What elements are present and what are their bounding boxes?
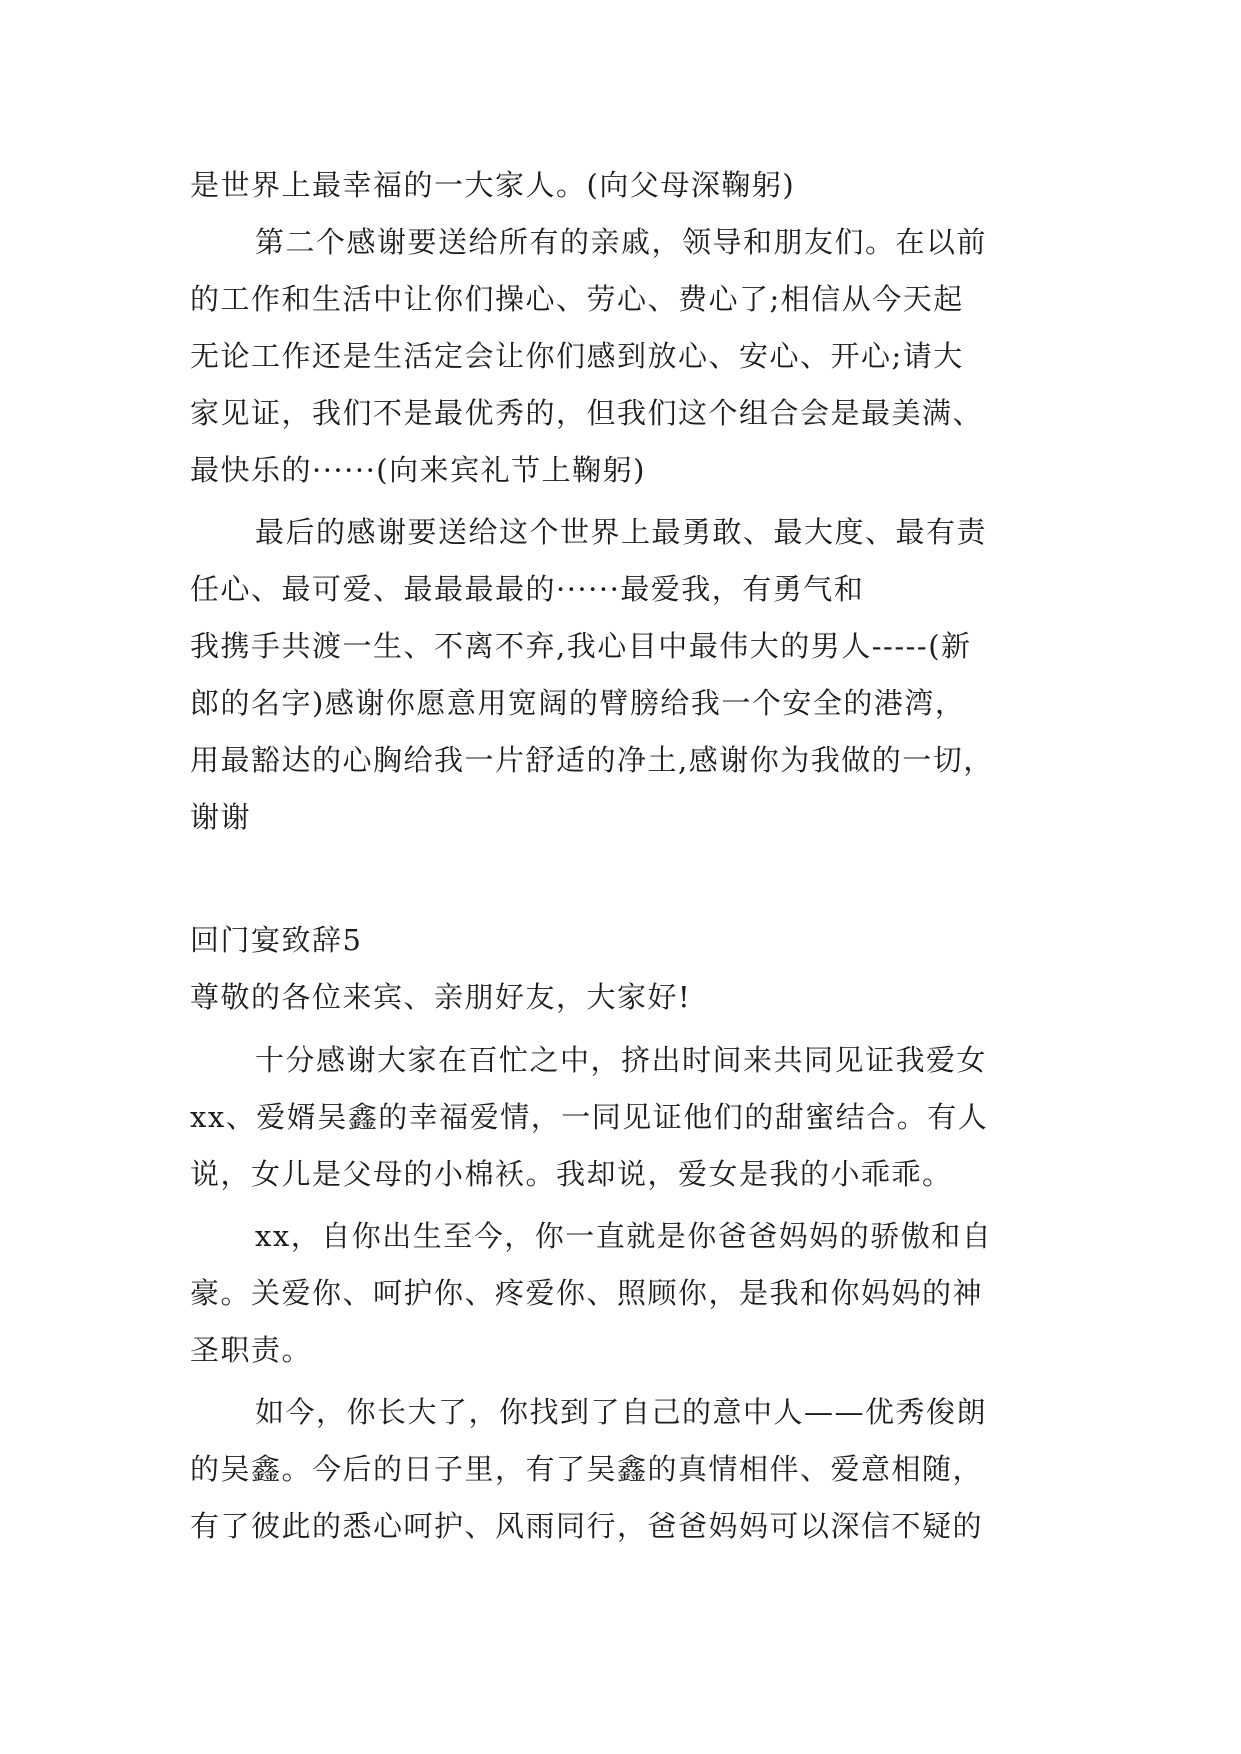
- text-line: 的吴鑫。今后的日子里，有了吴鑫的真情相伴、爱意相随，: [190, 1452, 984, 1486]
- text-line: 谢谢: [190, 800, 252, 834]
- text-line: 第二个感谢要送给所有的亲戚，领导和朋友们。在以前: [255, 225, 988, 259]
- section-heading: 回门宴致辞5: [190, 923, 363, 957]
- text-line: xx，自你出生至今，你一直就是你爸爸妈妈的骄傲和自: [255, 1219, 993, 1253]
- text-line: 有了彼此的悉心呵护、风雨同行，爸爸妈妈可以深信不疑的: [190, 1509, 984, 1543]
- text-line: 的工作和生活中让你们操心、劳心、费心了;相信从今天起: [190, 282, 964, 316]
- text-line: 最快乐的······(向来宾礼节上鞠躬): [190, 453, 646, 487]
- text-line: 如今，你长大了，你找到了自己的意中人——优秀俊朗: [255, 1395, 988, 1429]
- text-line: 我携手共渡一生、不离不弃,我心目中最伟大的男人-----(新: [190, 629, 972, 663]
- text-line: 最后的感谢要送给这个世界上最勇敢、最大度、最有责: [255, 515, 988, 549]
- text-line: 是世界上最幸福的一大家人。(向父母深鞠躬): [190, 168, 796, 202]
- text-line: 郎的名字)感谢你愿意用宽阔的臂膀给我一个安全的港湾，: [190, 686, 966, 720]
- text-line: 十分感谢大家在百忙之中，挤出时间来共同见证我爱女: [255, 1043, 988, 1077]
- text-line: 说，女儿是父母的小棉袄。我却说，爱女是我的小乖乖。: [190, 1157, 953, 1191]
- text-line: 家见证，我们不是最优秀的，但我们这个组合会是最美满、: [190, 396, 984, 430]
- text-line: 圣职责。: [190, 1333, 313, 1367]
- text-line: 无论工作还是生活定会让你们感到放心、安心、开心;请大: [190, 339, 964, 373]
- greeting-line: 尊敬的各位来宾、亲朋好友，大家好!: [190, 980, 692, 1014]
- text-line: 用最豁达的心胸给我一片舒适的净土,感谢你为我做的一切，: [190, 743, 994, 777]
- text-line: xx、爱婿吴鑫的幸福爱情，一同见证他们的甜蜜结合。有人: [190, 1100, 989, 1134]
- text-line: 豪。关爱你、呵护你、疼爱你、照顾你，是我和你妈妈的神: [190, 1276, 984, 1310]
- text-line: 任心、最可爱、最最最最的······最爱我，有勇气和: [190, 572, 865, 606]
